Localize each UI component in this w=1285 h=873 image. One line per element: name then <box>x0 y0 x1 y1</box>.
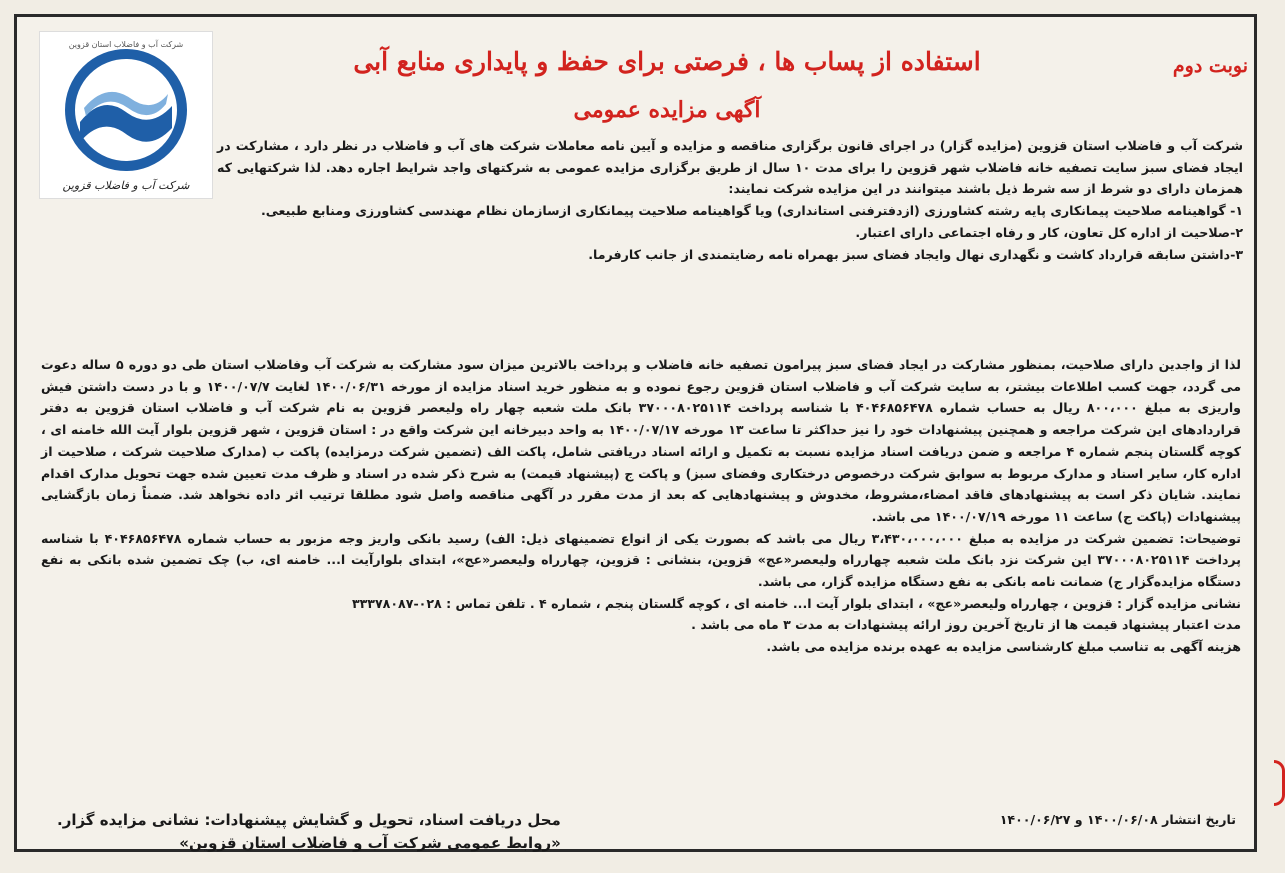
intro-section <box>217 135 1243 265</box>
footer-signature: «روابط عمومی شرکت آب و فاضلاب استان قزوین» <box>179 834 561 852</box>
condition-item: ۳-داشتن سابقه قرارداد کاشت و نگهداری نهال وایجاد فضای سبز بهمراه نامه رضایتمندی از جانب کارفرما. <box>588 246 1243 262</box>
water-drop-logo-icon <box>40 46 212 186</box>
validity-line: مدت اعتبار پیشنهاد قیمت ها از تاریخ آخرین روز ارائه پیشنهادات به مدت ۳ ماه می باشد . <box>691 617 1241 633</box>
condition-item: ۱- گواهینامه صلاحیت پیمانکاری پایه رشته کشاورزی (ازدفترفنی استانداری) ویا گواهینامه صلاحیت پیمانکاری ازسازمان نظام مهندسی کشاورزی ومنابع طبیعی. <box>260 203 1243 219</box>
footer-block <box>57 809 561 855</box>
edge-decoration <box>1274 760 1285 806</box>
notice-subtitle: آگهی مزایده عمومی <box>573 97 761 123</box>
notice-frame <box>14 14 1257 852</box>
address-line: نشانی مزایده گزار : قزوین ، چهارراه ولیعصر«عج» ، ابتدای بلوار آیت ا... خامنه ای ، کوچه گلستان پنجم ، شماره ۴ . تلفن تماس : ۰۲۸-۳۳۳۷۸۰۸۷ <box>351 595 1241 611</box>
guarantee-paragraph: توضیحات: تضمین شرکت در مزایده به مبلغ ۳،۴۳۰،۰۰۰،۰۰۰ ریال می باشد که بصورت یکی از انواع تضمینهای ذیل: الف) رسید بانکی واریز وجه مزبور به حساب شماره ۴۰۴۶۸۵۶۴۷۸ با شناسه پرداخت ۳۷۰۰۰۸۰۲۵۱۱۴ این شرکت نزد بانک ملت شعبه چهارراه ولیعصر«عج» قزوین، بنشانی : قزوین، چهارراه ولیعصر«عج»، ابتدای بلوارآیت ا... خامنه ای، ب) چک تضمین شده بانکی به نفع دستگاه مزایده‌گزار ج) ضمانت نامه بانکی به نفع دستگاه مزایده گزار، می باشد. <box>41 530 1241 590</box>
intro-paragraph: شرکت آب و فاضلاب استان قزوین (مزایده گزار) در اجرای قانون برگزاری مناقصه و مزایده و آیین نامه معاملات شرکت های آب و فاضلاب در نظر دارد ، مشارکت در ایجاد فضای سبز سایت تصفیه خانه فاضلاب شهر قزوین را برای مدت ۱۰ سال از طریق برگزاری مزایده عمومی به شرکتهای واجد شرایط اجاره دهد. لذا شرکتهایی که همزمان دارای دو شرط از سه شرط ذیل باشند میتوانند در این مزایده شرکت نمایند: <box>217 138 1243 197</box>
logo-arc-text: شرکت آب و فاضلاب استان قزوین <box>68 40 184 49</box>
invitation-paragraph: لذا از واجدین دارای صلاحیت، بمنظور مشارکت در ایجاد فضای سبز پیرامون تصفیه خانه فاضلاب و پرداخت بالاترین میزان سود مشارکت به شرکت آب وفاضلاب استان طی دو دوره ۵ ساله دعوت می گردد، جهت کسب اطلاعات بیشتر، به سایت شرکت آب و فاضلاب استان قزوین رجوع نموده و به منظور خرید اسناد مزایده از مورخه ۱۴۰۰/۰۶/۳۱ لغایت ۱۴۰۰/۰۷/۷ و با در دست داشتن فیش واریزی به مبلغ ۸۰۰،۰۰۰ ریال به حساب شماره ۴۰۴۶۸۵۶۴۷۸ با شناسه پرداخت ۳۷۰۰۰۸۰۲۵۱۱۴ بانک ملت شعبه چهار راه ولیعصر قزوین به نام شرکت آب و فاضلاب استان قزوین به دفتر قراردادهای این شرکت مراجعه و همچنین پیشنهادات خود را نیز حداکثر تا ساعت ۱۳ مورخه ۱۴۰۰/۰۷/۱۷ به واحد دبیرخانه این شرکت واقع در : استان قزوین ، شهر قزوین بلوار آیت الله خامنه ای ، کوچه گلستان پنجم شماره ۴ مراجعه و ضمن دریافت اسناد مزایده نسبت به تکمیل و ارائه اسناد دریافتی شامل، پاکت الف (تضمین شرکت درمزایده) پاکت ب (مدارک صلاحیت شرکت ، صلاحیت از اداره کار، سایر اسناد و مدارک مربوط به سوابق شرکت درخصوص درختکاری وفضای سبز) و پاکت ج (پیشنهاد قیمت) به شرح ذکر شده در اسناد و ظرف مدت تعیین شده جهت تحویل مدارک اقدام نمایند. شایان ذکر است به پیشنهادهای فاقد امضاء،مشروط، مخدوش و پیشنهادهایی که بعد از مدت مقرر در آگهی مناقصه واصل شود مطلقا ترتیب اثر داده نخواهد شد. ضمناً زمان بازگشایی پیشنهادات (پاکت ج) ساعت ۱۱ مورخه ۱۴۰۰/۰۷/۱۹ می باشد. <box>41 357 1241 524</box>
cost-line: هزینه آگهی به تناسب مبلغ کارشناسی مزایده به عهده برنده مزایده می باشد. <box>766 639 1241 655</box>
logo-caption: شرکت آب و فاضلاب قزوین <box>62 179 190 192</box>
footer-location: محل دریافت اسناد، تحویل و گشایش پیشنهادات: نشانی مزایده گزار. <box>57 811 561 829</box>
notice-title: استفاده از پساب ها ، فرصتی برای حفظ و پایداری منابع آبی <box>353 47 981 76</box>
condition-item: ۲-صلاحیت از اداره کل تعاون، کار و رفاه اجتماعی دارای اعتبار. <box>855 224 1243 240</box>
publish-date: تاریخ انتشار ۱۴۰۰/۰۶/۰۸ و ۱۴۰۰/۰۶/۲۷ <box>999 812 1236 827</box>
round-label: نوبت دوم <box>1172 55 1248 77</box>
main-section <box>41 354 1241 658</box>
company-logo <box>39 31 213 199</box>
